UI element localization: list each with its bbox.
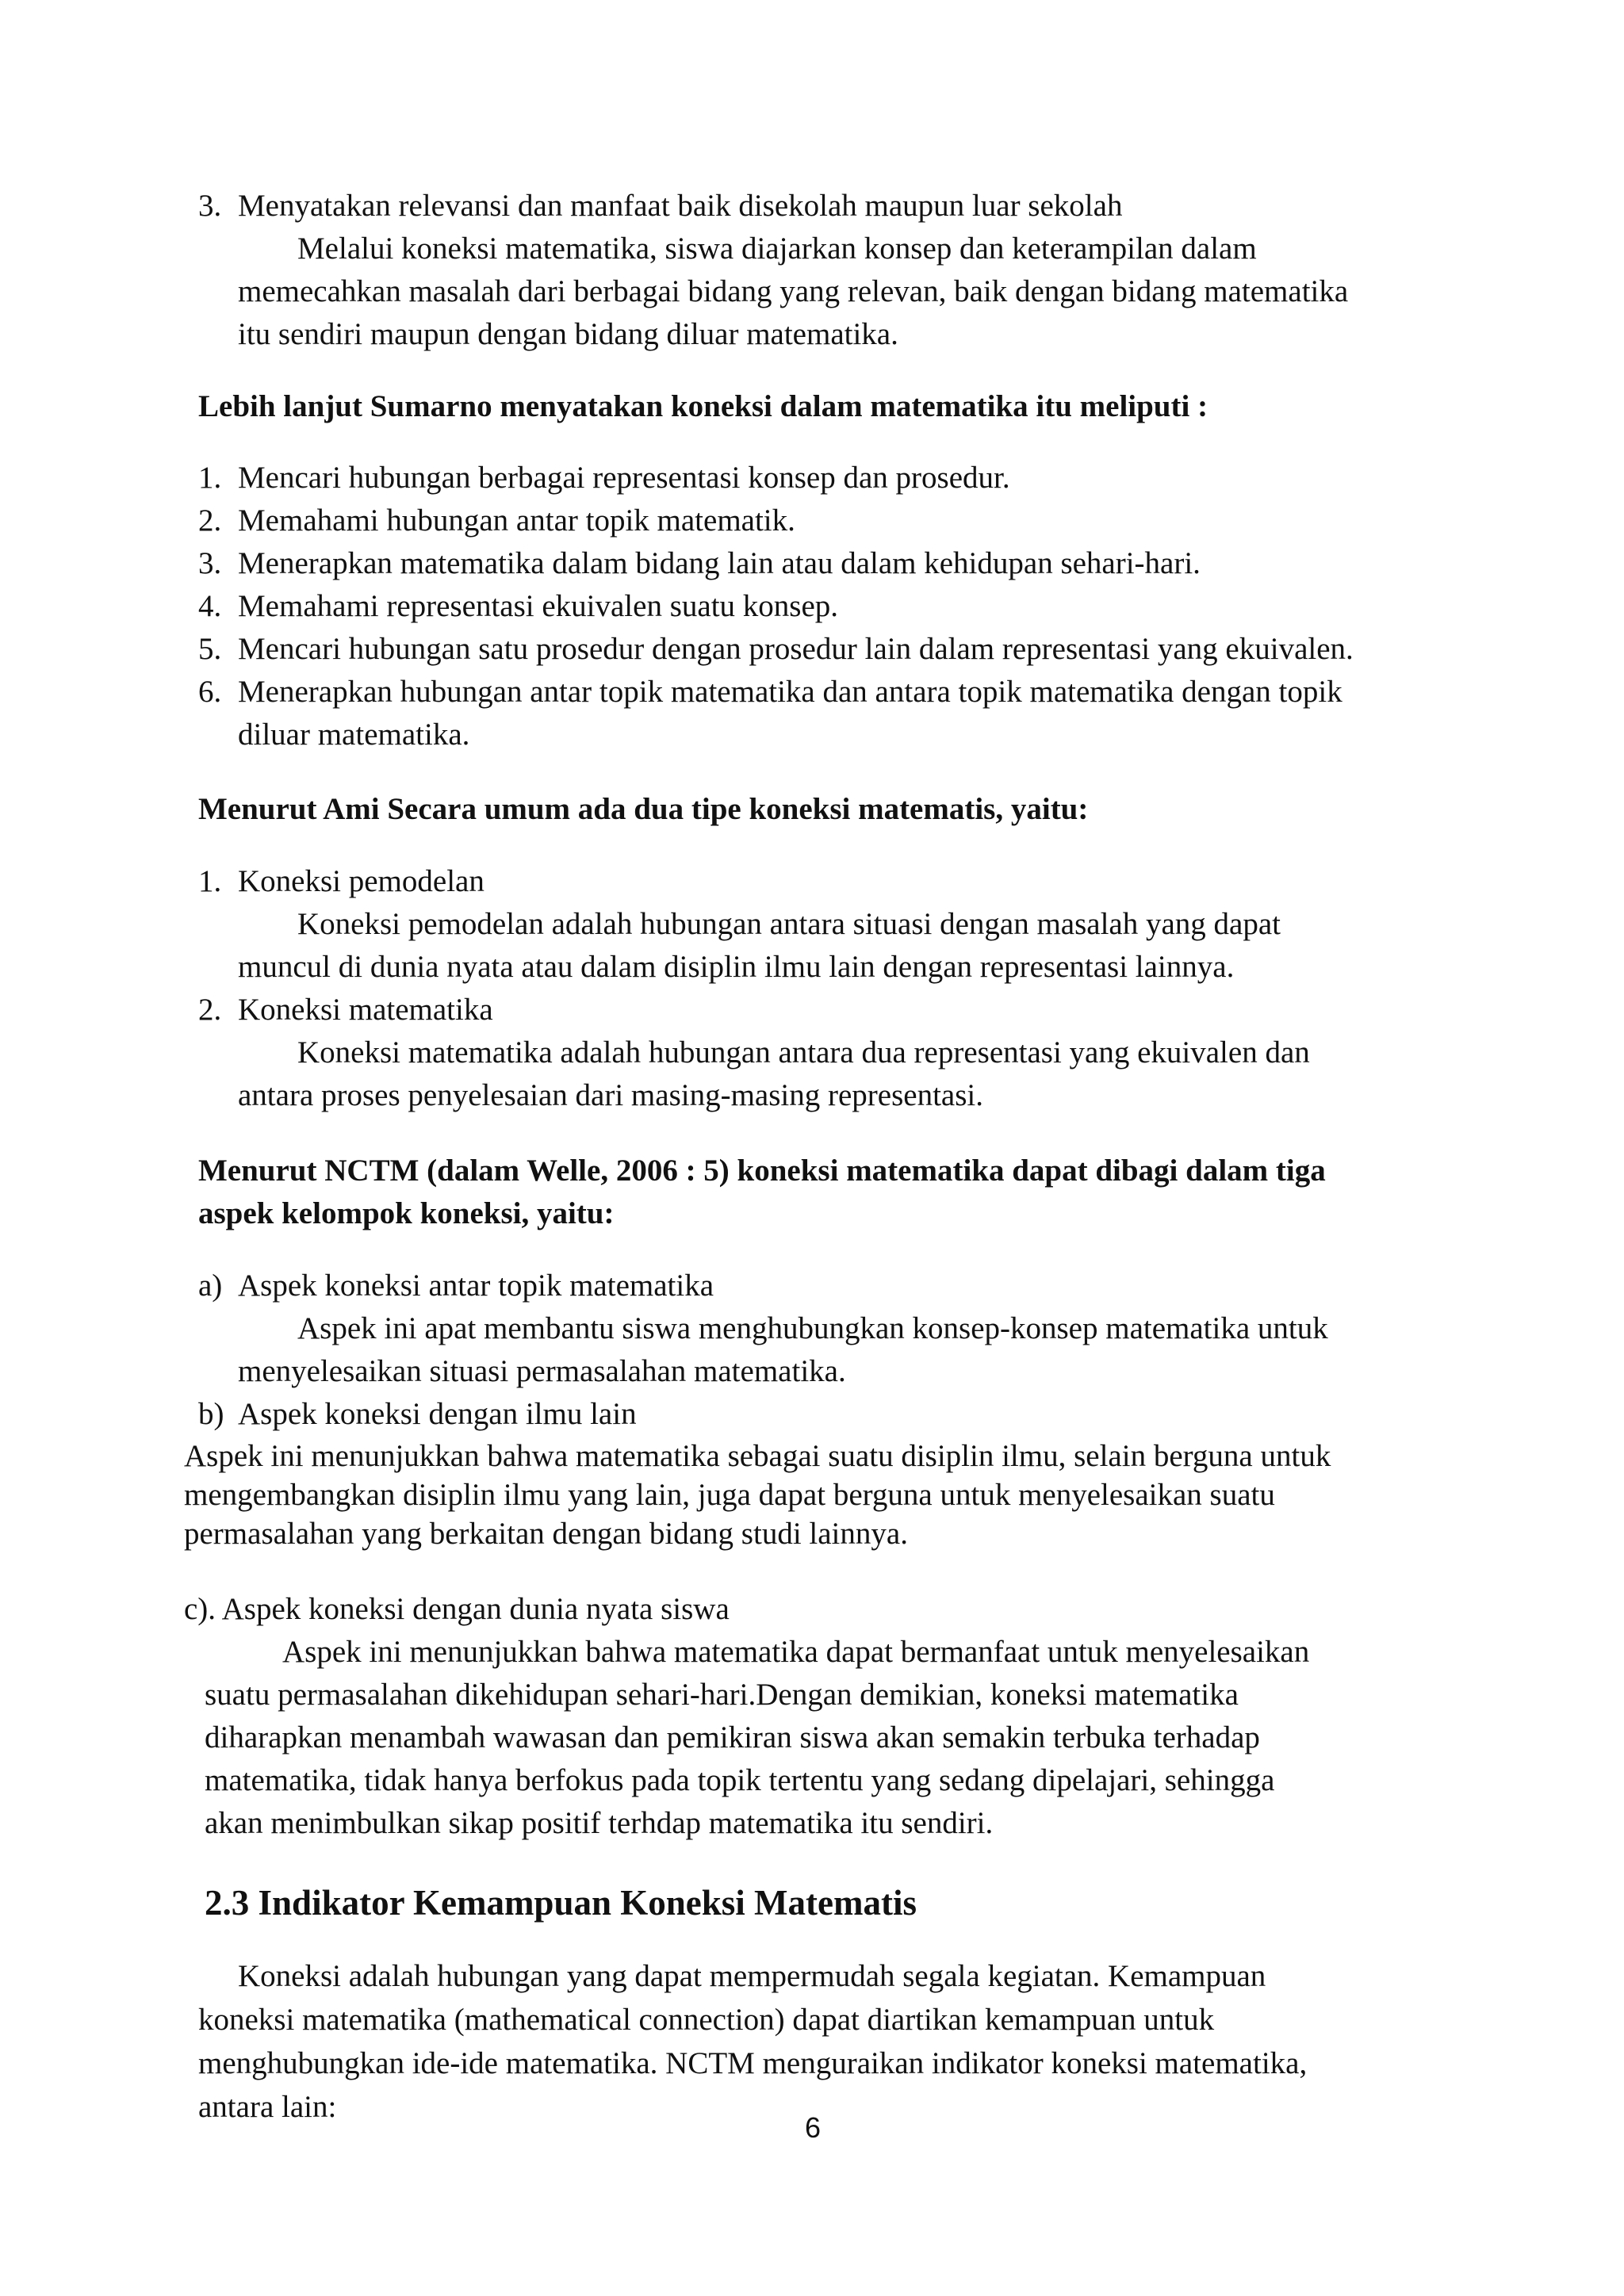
list-letter: a) [198, 1269, 223, 1303]
paragraph-line: Koneksi matematika adalah hubungan antara dua representasi yang ekuivalen dan [297, 1035, 1310, 1070]
paragraph-line: memecahkan masalah dari berbagai bidang yang relevan, baik dengan bidang matematika [238, 274, 1349, 308]
list-item: Menerapkan hubungan antar topik matematika dan antara topik matematika dengan topik [238, 675, 1342, 709]
paragraph-line: Aspek ini apat membantu siswa menghubungkan konsep-konsep matematika untuk [297, 1311, 1328, 1345]
paragraph-line: permasalahan yang berkaitan dengan bidang studi lainnya. [184, 1517, 908, 1551]
paragraph-line: Aspek ini menunjukkan bahwa matematika dapat bermanfaat untuk menyelesaikan [282, 1635, 1310, 1669]
list-number: 3. [198, 189, 222, 223]
list-item-title: Aspek koneksi antar topik matematika [238, 1269, 714, 1303]
page-number: 6 [805, 2111, 822, 2144]
list-number: 6. [198, 675, 222, 709]
list-item-continuation: diluar matematika. [238, 718, 470, 752]
list-item-title: Koneksi matematika [238, 993, 493, 1027]
paragraph-line: muncul di dunia nyata atau dalam disiplin ilmu lain dengan representasi lainnya. [238, 950, 1235, 984]
paragraph-line: matematika, tidak hanya berfokus pada topik tertentu yang sedang dipelajari, sehingga [205, 1763, 1275, 1797]
paragraph-line: Aspek ini menunjukkan bahwa matematika sebagai suatu disiplin ilmu, selain berguna untuk [184, 1439, 1331, 1473]
section-heading: 2.3 Indikator Kemampuan Koneksi Matematis [205, 1883, 917, 1923]
paragraph-line: koneksi matematika (mathematical connection) dapat diartikan kemampuan untuk [198, 2003, 1215, 2037]
list-number: 5. [198, 632, 222, 666]
paragraph-line: menghubungkan ide-ide matematika. NCTM menguraikan indikator koneksi matematika, [198, 2046, 1308, 2080]
list-number: 1. [198, 461, 222, 495]
list-item-title: Koneksi pemodelan [238, 864, 485, 898]
paragraph-line: antara proses penyelesaian dari masing-masing representasi. [238, 1078, 983, 1112]
list-item: Memahami hubungan antar topik matematik. [238, 503, 795, 538]
paragraph-line: Koneksi adalah hubungan yang dapat mempermudah segala kegiatan. Kemampuan [238, 1959, 1266, 1993]
list-number: 2. [198, 503, 222, 538]
section-subheading: Menurut NCTM (dalam Welle, 2006 : 5) koneksi matematika dapat dibagi dalam tiga [198, 1154, 1326, 1188]
list-item: Memahami representasi ekuivalen suatu konsep. [238, 589, 839, 623]
section-subheading: aspek kelompok koneksi, yaitu: [198, 1196, 615, 1230]
list-item: Mencari hubungan satu prosedur dengan prosedur lain dalam representasi yang ekuivalen. [238, 632, 1354, 666]
paragraph-line: menyelesaikan situasi permasalahan matematika. [238, 1354, 846, 1388]
section-subheading: Menurut Ami Secara umum ada dua tipe koneksi matematis, yaitu: [198, 792, 1089, 826]
paragraph-line: Koneksi pemodelan adalah hubungan antara situasi dengan masalah yang dapat [297, 907, 1281, 941]
paragraph-line: mengembangkan disiplin ilmu yang lain, juga dapat berguna untuk menyelesaikan suatu [184, 1478, 1275, 1512]
list-item: Menerapkan matematika dalam bidang lain atau dalam kehidupan sehari-hari. [238, 546, 1201, 580]
paragraph-line: antara lain: [198, 2090, 337, 2124]
paragraph-line: diharapkan menambah wawasan dan pemikiran siswa akan semakin terbuka terhadap [205, 1720, 1260, 1755]
list-number: 1. [198, 864, 222, 898]
list-item-title: Menyatakan relevansi dan manfaat baik disekolah maupun luar sekolah [238, 189, 1123, 223]
paragraph-line: itu sendiri maupun dengan bidang diluar matematika. [238, 317, 898, 351]
paragraph-line: suatu permasalahan dikehidupan sehari-hari.Dengan demikian, koneksi matematika [205, 1678, 1239, 1712]
list-letter: b) [198, 1397, 224, 1431]
list-number: 2. [198, 993, 222, 1027]
list-number: 4. [198, 589, 222, 623]
paragraph-line: akan menimbulkan sikap positif terhdap matematika itu sendiri. [205, 1806, 994, 1840]
paragraph-line: Melalui koneksi matematika, siswa diajarkan konsep dan keterampilan dalam [297, 232, 1257, 266]
list-item-title: Aspek koneksi dengan ilmu lain [238, 1397, 637, 1431]
list-item: Mencari hubungan berbagai representasi konsep dan prosedur. [238, 461, 1010, 495]
list-number: 3. [198, 546, 222, 580]
list-item-title: c). Aspek koneksi dengan dunia nyata siswa [184, 1592, 730, 1626]
section-subheading: Lebih lanjut Sumarno menyatakan koneksi dalam matematika itu meliputi : [198, 389, 1208, 423]
